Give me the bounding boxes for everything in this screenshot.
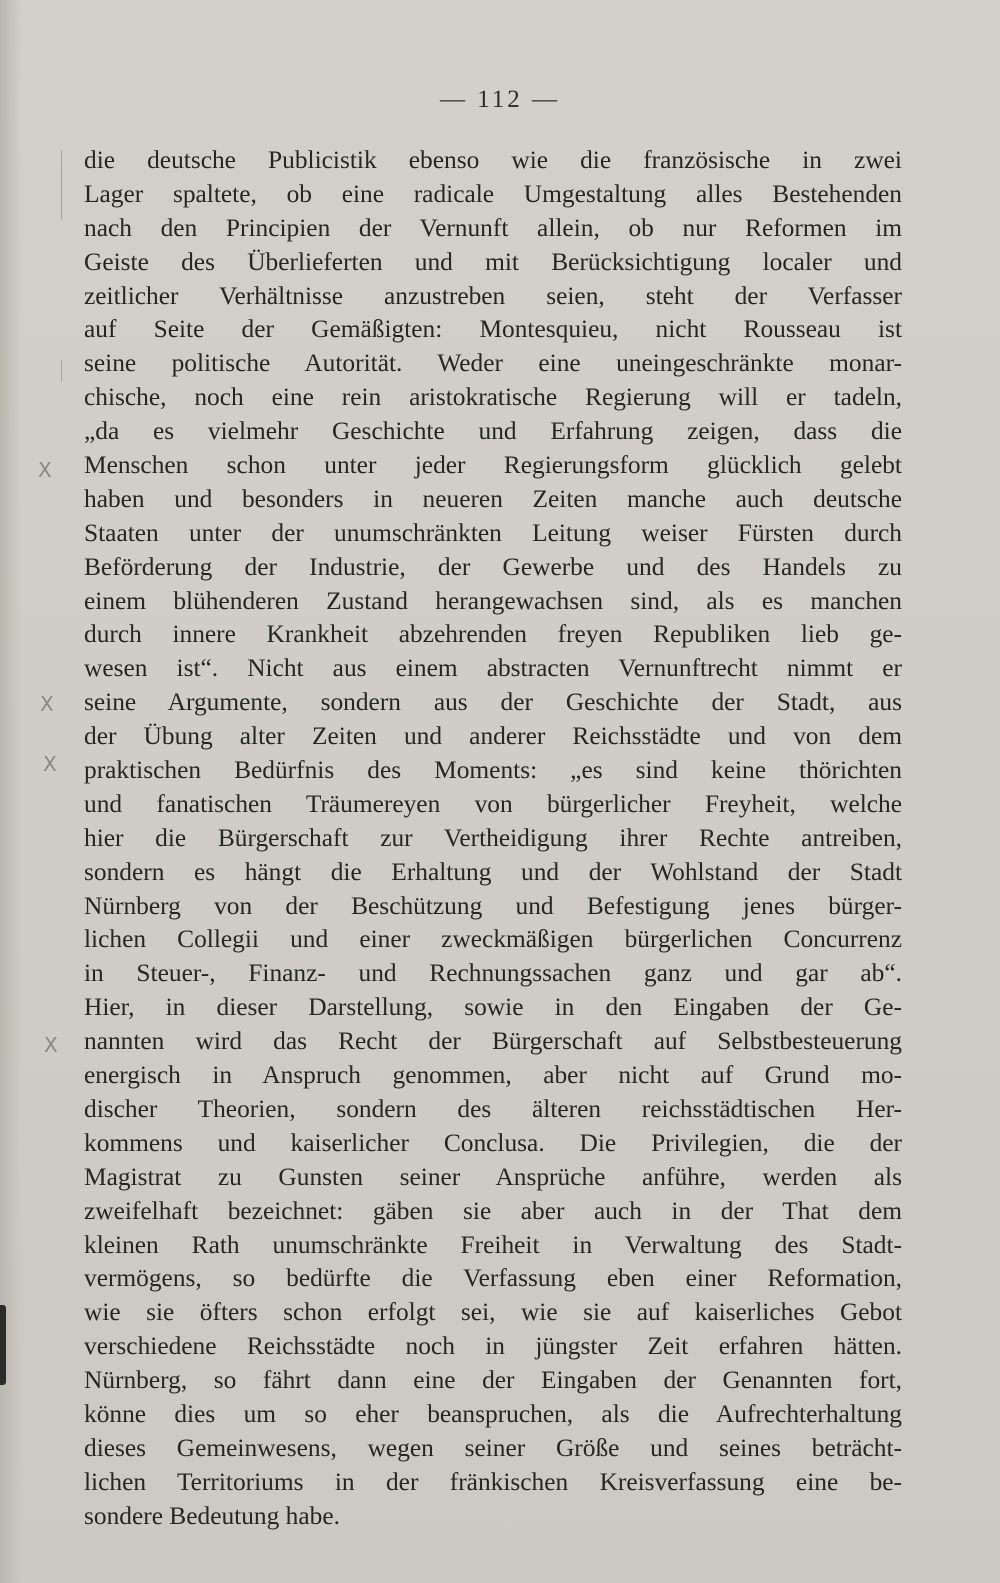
text-line: vermögens, so bedürfte die Verfassung eben einer Reformation, <box>84 1264 902 1293</box>
body-text <box>84 144 902 1534</box>
page-number: — 112 — <box>439 86 561 113</box>
text-line: chische, noch eine rein aristokratische Regierung will er tadeln, <box>84 383 902 412</box>
text-line: zeitlicher Verhältnisse anzustreben seien, steht der Verfasser <box>84 281 902 310</box>
text-line: haben und besonders in neueren Zeiten manche auch deutsche <box>84 484 902 513</box>
text-line: sondere Bedeutung habe. <box>84 1501 340 1530</box>
text-line: in Steuer-, Finanz- und Rechnungssachen ganz und gar ab“. <box>84 959 902 988</box>
text-line: die deutsche Publicistik ebenso wie die französische in zwei <box>84 146 902 174</box>
margin-annotation: X <box>40 692 54 716</box>
text-line: durch innere Krankheit abzehrenden freyen Republiken lieb ge- <box>84 620 902 649</box>
text-line: auf Seite der Gemäßigten: Montesquieu, nicht Rousseau ist <box>84 315 902 344</box>
pencil-margin-line <box>61 360 62 382</box>
text-line: könne dies um so eher beanspruchen, als die Aufrechterhaltung <box>84 1399 902 1428</box>
text-line: discher Theorien, sondern des älteren reichsstädtischen Her- <box>84 1094 902 1123</box>
text-line: verschiedene Reichsstädte noch in jüngster Zeit erfahren hätten. <box>84 1332 902 1361</box>
text-line: einem blühenderen Zustand herangewachsen sind, als es manchen <box>84 586 902 615</box>
text-line: Beförderung der Industrie, der Gewerbe und des Handels zu <box>84 552 902 581</box>
text-line: „da es vielmehr Geschichte und Erfahrung zeigen, dass die <box>84 417 902 446</box>
text-line: lichen Territoriums in der fränkischen Kreisverfassung eine be- <box>84 1467 902 1496</box>
text-line: nannten wird das Recht der Bürgerschaft auf Selbstbesteuerung <box>84 1027 902 1056</box>
text-line: kleinen Rath unumschränkte Freiheit in Verwaltung des Stadt- <box>84 1230 902 1259</box>
text-line: seine politische Autorität. Weder eine uneingeschränkte monar- <box>84 349 902 378</box>
margin-annotation: X <box>44 1033 58 1057</box>
text-line: der Übung alter Zeiten und anderer Reichsstädte und von dem <box>84 722 902 751</box>
text-line: Staaten unter der unumschränkten Leitung weiser Fürsten durch <box>84 518 902 547</box>
binding-mark <box>0 1305 6 1385</box>
text-line: seine Argumente, sondern aus der Geschichte der Stadt, aus <box>84 688 902 717</box>
text-line: Nürnberg von der Beschützung und Befestigung jenes bürger- <box>84 891 902 920</box>
text-line: nach den Principien der Vernunft allein, ob nur Reformen im <box>84 213 902 242</box>
margin-annotation: X <box>38 458 52 482</box>
text-line: Magistrat zu Gunsten seiner Ansprüche anführe, werden als <box>84 1162 902 1191</box>
text-line: und fanatischen Träumereyen von bürgerlicher Freyheit, welche <box>84 789 902 818</box>
text-line: Hier, in dieser Darstellung, sowie in den Eingaben der Ge- <box>84 993 902 1022</box>
text-line: Lager spaltete, ob eine radicale Umgestaltung alles Bestehenden <box>84 179 902 208</box>
text-line: praktischen Bedürfnis des Moments: „es sind keine thörichten <box>84 756 902 785</box>
text-line: kommens und kaiserlicher Conclusa. Die Privilegien, die der <box>84 1128 902 1157</box>
text-line: wie sie öfters schon erfolgt sei, wie sie auf kaiserliches Gebot <box>84 1298 902 1327</box>
text-line: sondern es hängt die Erhaltung und der Wohlstand der Stadt <box>84 857 902 886</box>
pencil-margin-line <box>61 150 62 220</box>
text-line: wesen ist“. Nicht aus einem abstracten Vernunftrecht nimmt er <box>84 654 902 683</box>
text-line: lichen Collegii und einer zweckmäßigen bürgerlichen Concurrenz <box>84 925 902 954</box>
text-line: Menschen schon unter jeder Regierungsform glücklich gelebt <box>84 451 902 480</box>
text-line: zweifelhaft bezeichnet: gäben sie aber auch in der That dem <box>84 1196 902 1225</box>
text-line: Geiste des Überlieferten und mit Berücksichtigung localer und <box>84 247 902 276</box>
text-line: dieses Gemeinwesens, wegen seiner Größe und seines beträcht- <box>84 1433 902 1462</box>
margin-annotation: X <box>43 752 57 776</box>
text-line: energisch in Anspruch genommen, aber nicht auf Grund mo- <box>84 1061 902 1090</box>
text-line: hier die Bürgerschaft zur Vertheidigung ihrer Rechte antreiben, <box>84 823 902 852</box>
text-line: Nürnberg, so fährt dann eine der Eingaben der Genannten fort, <box>84 1366 902 1395</box>
